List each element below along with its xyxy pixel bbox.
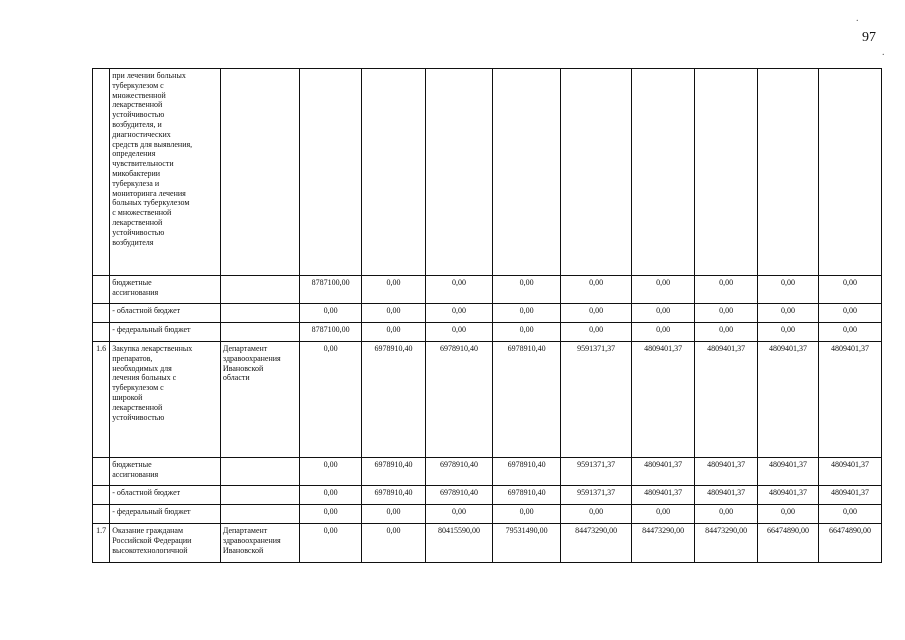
row-agency	[220, 342, 299, 458]
value-cell: 0,00	[426, 276, 493, 304]
description-line: лекарственной	[112, 100, 163, 110]
description-line: препаратов,	[112, 353, 153, 363]
description-line: бюджетные	[112, 460, 152, 469]
row-code	[93, 323, 110, 342]
value-cell: 0,00	[758, 276, 819, 304]
value-cell	[758, 69, 819, 276]
table-row	[93, 276, 882, 304]
description-line: - федеральный бюджет	[112, 325, 191, 334]
value-cell: 66474890,00	[758, 524, 819, 563]
value-cell: 4809401,37	[632, 486, 695, 505]
description-line: ассигнования	[112, 469, 159, 479]
description-line: устойчивостью	[112, 412, 165, 422]
value-cell: 4809401,37	[758, 458, 819, 486]
value-cell: 0,00	[561, 276, 632, 304]
description-line: при лечении больных	[112, 71, 186, 80]
row-description	[110, 342, 221, 458]
value-cell: 6978910,40	[362, 458, 426, 486]
value-cell: 4809401,37	[818, 342, 881, 458]
value-cell	[362, 69, 426, 276]
page-number: 97	[862, 30, 876, 45]
agency-line: Ивановской	[222, 363, 264, 373]
row-agency	[220, 69, 299, 276]
value-cell: 6978910,40	[426, 486, 493, 505]
row-code: 1.6	[93, 342, 110, 458]
row-description	[110, 276, 221, 304]
agency-line: Департамент	[222, 344, 268, 353]
description-line: лекарственной	[112, 217, 163, 227]
value-cell: 0,00	[632, 304, 695, 323]
value-cell: 84473290,00	[561, 524, 632, 563]
table-row	[93, 505, 882, 524]
value-cell: 66474890,00	[818, 524, 881, 563]
value-cell	[426, 69, 493, 276]
value-cell: 0,00	[300, 505, 362, 524]
row-agency	[220, 304, 299, 323]
description-line: - областной бюджет	[112, 306, 181, 315]
value-cell: 6978910,40	[362, 486, 426, 505]
value-cell: 84473290,00	[695, 524, 758, 563]
value-cell: 0,00	[300, 458, 362, 486]
description-line: мониторинга лечения	[112, 188, 186, 198]
value-cell: 4809401,37	[695, 458, 758, 486]
description-line: Оказание гражданам	[112, 526, 184, 535]
table-row	[93, 458, 882, 486]
row-agency	[220, 524, 299, 563]
description-line: микобактерии	[112, 168, 161, 178]
value-cell: 4809401,37	[632, 342, 695, 458]
value-cell: 0,00	[426, 323, 493, 342]
description-line: множественной	[112, 90, 166, 100]
value-cell	[632, 69, 695, 276]
value-cell: 0,00	[300, 342, 362, 458]
table-row	[93, 342, 882, 458]
description-line: необходимых для	[112, 363, 172, 373]
value-cell: 0,00	[300, 524, 362, 563]
value-cell: 0,00	[300, 304, 362, 323]
value-cell: 4809401,37	[818, 458, 881, 486]
description-line: средств для выявления,	[112, 139, 193, 149]
value-cell	[300, 69, 362, 276]
agency-line: здравоохранения	[222, 353, 281, 363]
row-agency	[220, 458, 299, 486]
description-line: лечения больных с	[112, 373, 177, 383]
value-cell: 0,00	[493, 276, 561, 304]
value-cell: 6978910,40	[493, 458, 561, 486]
value-cell: 0,00	[695, 505, 758, 524]
value-cell: 4809401,37	[632, 458, 695, 486]
description-line: Закупка лекарственных	[112, 344, 193, 353]
value-cell	[818, 69, 881, 276]
value-cell: 6978910,40	[426, 342, 493, 458]
row-description	[110, 524, 221, 563]
row-description	[110, 505, 221, 524]
description-line: Российской Федерации	[112, 535, 192, 545]
description-line: широкой	[112, 392, 143, 402]
description-line: устойчивостью	[112, 227, 165, 237]
row-description	[110, 69, 221, 276]
description-line: лекарственной	[112, 402, 163, 412]
value-cell: 0,00	[632, 276, 695, 304]
description-line: возбудителя	[112, 237, 154, 247]
value-cell: 0,00	[493, 304, 561, 323]
agency-line: области	[222, 373, 250, 383]
value-cell: 0,00	[695, 276, 758, 304]
value-cell: 0,00	[426, 505, 493, 524]
description-line: - областной бюджет	[112, 488, 181, 497]
row-agency	[220, 323, 299, 342]
value-cell: 0,00	[561, 304, 632, 323]
table-row	[93, 323, 882, 342]
row-description	[110, 323, 221, 342]
agency-line: здравоохранения	[222, 535, 281, 545]
description-line: устойчивостью	[112, 110, 165, 120]
table-row	[93, 486, 882, 505]
value-cell: 0,00	[561, 505, 632, 524]
value-cell: 6978910,40	[493, 486, 561, 505]
table-row	[93, 304, 882, 323]
value-cell: 0,00	[362, 276, 426, 304]
value-cell: 0,00	[758, 304, 819, 323]
agency-line: Ивановской	[222, 545, 264, 555]
description-line: возбудителя, и	[112, 119, 162, 129]
row-code	[93, 505, 110, 524]
description-line: туберкулезом с	[112, 80, 164, 90]
value-cell: 8787100,00	[300, 323, 362, 342]
value-cell: 80415590,00	[426, 524, 493, 563]
value-cell: 0,00	[818, 323, 881, 342]
value-cell	[493, 69, 561, 276]
row-code: 1.7	[93, 524, 110, 563]
budget-table	[92, 68, 882, 563]
row-agency	[220, 276, 299, 304]
value-cell: 6978910,40	[493, 342, 561, 458]
row-agency	[220, 486, 299, 505]
row-code	[93, 69, 110, 276]
value-cell: 6978910,40	[426, 458, 493, 486]
table-row	[93, 524, 882, 563]
description-line: бюджетные	[112, 278, 152, 287]
row-code	[93, 458, 110, 486]
row-code	[93, 486, 110, 505]
value-cell: 6978910,40	[362, 342, 426, 458]
value-cell: 79531490,00	[493, 524, 561, 563]
description-line: определения	[112, 149, 156, 159]
value-cell: 0,00	[561, 323, 632, 342]
value-cell: 0,00	[818, 505, 881, 524]
value-cell: 8787100,00	[300, 276, 362, 304]
value-cell: 4809401,37	[695, 486, 758, 505]
value-cell: 4809401,37	[695, 342, 758, 458]
value-cell	[561, 69, 632, 276]
value-cell: 84473290,00	[632, 524, 695, 563]
description-line: с множественной	[112, 208, 172, 218]
value-cell: 0,00	[426, 304, 493, 323]
value-cell: 0,00	[695, 323, 758, 342]
value-cell: 9591371,37	[561, 486, 632, 505]
value-cell: 0,00	[818, 304, 881, 323]
value-cell: 9591371,37	[561, 458, 632, 486]
row-description	[110, 486, 221, 505]
value-cell: 4809401,37	[758, 342, 819, 458]
value-cell: 9591371,37	[561, 342, 632, 458]
description-line: туберкулезом с	[112, 383, 164, 393]
row-description	[110, 458, 221, 486]
row-code	[93, 276, 110, 304]
description-line: туберкулеза и	[112, 178, 160, 188]
value-cell: 4809401,37	[818, 486, 881, 505]
value-cell: 4809401,37	[758, 486, 819, 505]
value-cell: 0,00	[695, 304, 758, 323]
value-cell: 0,00	[362, 524, 426, 563]
description-line: больных туберкулезом	[112, 198, 190, 208]
table-row	[93, 69, 882, 276]
row-code	[93, 304, 110, 323]
value-cell: 0,00	[758, 323, 819, 342]
value-cell: 0,00	[818, 276, 881, 304]
description-line: ассигнования	[112, 287, 159, 297]
value-cell: 0,00	[632, 505, 695, 524]
value-cell: 0,00	[493, 323, 561, 342]
description-line: чувствительности	[112, 159, 174, 169]
scan-speck: .	[882, 47, 885, 58]
value-cell: 0,00	[632, 323, 695, 342]
value-cell: 0,00	[758, 505, 819, 524]
row-agency	[220, 505, 299, 524]
row-description	[110, 304, 221, 323]
value-cell: 0,00	[300, 486, 362, 505]
scan-speck: .	[856, 13, 859, 24]
description-line: - федеральный бюджет	[112, 507, 191, 516]
agency-line: Департамент	[222, 526, 268, 535]
value-cell: 0,00	[362, 323, 426, 342]
value-cell	[695, 69, 758, 276]
value-cell: 0,00	[362, 505, 426, 524]
description-line: высокотехнологичной	[112, 545, 188, 555]
description-line: диагностических	[112, 129, 171, 139]
value-cell: 0,00	[362, 304, 426, 323]
value-cell: 0,00	[493, 505, 561, 524]
